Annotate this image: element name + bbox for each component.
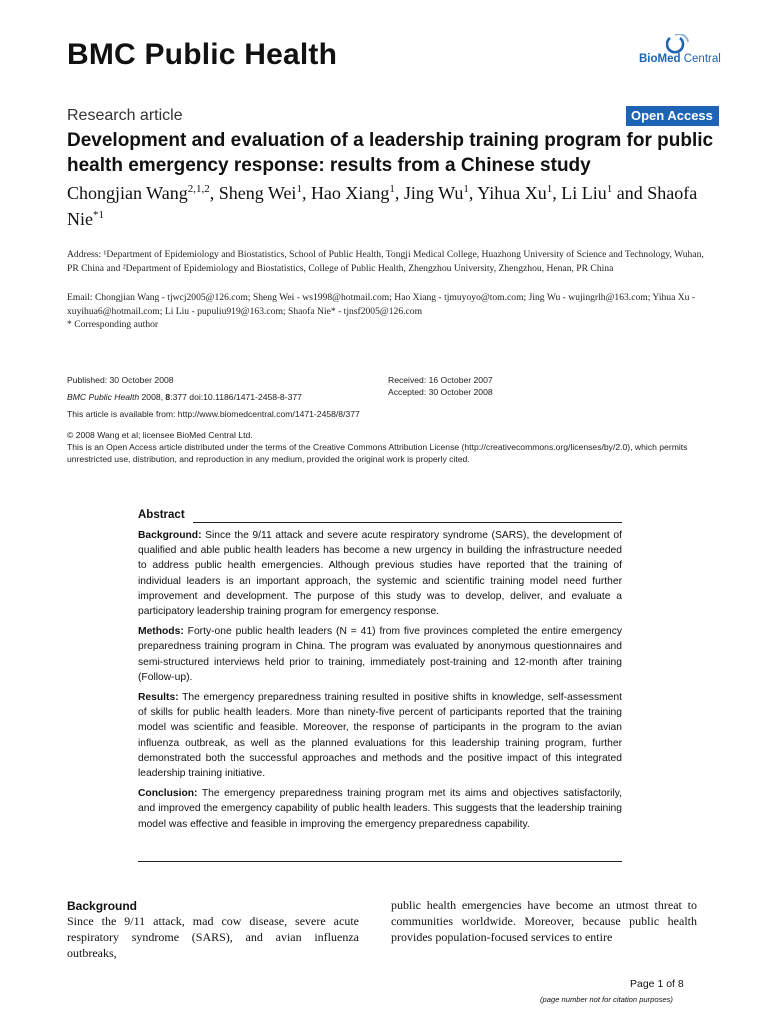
body-column-left: Since the 9/11 attack, mad cow disease, severe acute respiratory syndrome (SARS), and avian influenza outbreaks, — [67, 914, 359, 961]
open-access-badge: Open Access — [626, 106, 719, 126]
logo-wordmark: BioMed Central — [639, 53, 721, 65]
received-date: Received: 16 October 2007 — [388, 375, 493, 385]
author-affiliation-mark: 1 — [463, 183, 469, 195]
author-name: Hao Xiang — [310, 183, 390, 203]
abstract-bottom-rule — [138, 861, 622, 862]
abstract — [138, 509, 622, 832]
author-name: Jing Wu — [403, 183, 464, 203]
page-number: Page 1 of 8 — [630, 978, 684, 990]
citation: BMC Public Health 2008, 8:377 doi:10.1186/1471-2458-8-377 — [67, 392, 302, 402]
author-affiliation-mark: 1 — [606, 183, 613, 195]
author-affiliation-mark: 1 — [546, 183, 553, 195]
author-emails: Email: Chongjian Wang - tjwcj2005@126.com; Sheng Wei - ws1998@hotmail.com; Hao Xiang - tjmuyoyo@tom.com; Jing Wu - wujingrlh@163.com; Yihua Xu - xuyihua6@hotmail.com; Li Liu - pupuliu919@163.com; Shaofa Nie* - tjnsf2005@126.com — [67, 292, 696, 317]
author-name: Yihua Xu — [477, 183, 547, 203]
abstract-conclusion: Conclusion: The emergency preparedness training program met its aims and objectives satisfactorily, and improved the emergency capability of public health leaders. This suggests that the leadership training model was effective and feasible in improving the emergency preparedness capability. — [138, 788, 622, 830]
abstract-background: Background: Since the 9/11 attack and severe acute respiratory syndrome (SARS), the development of qualified and able public health leaders has become a new urgency in building the infrastructure needed to address public health emergencies. Although previous studies have reported that the training of individual leaders is an important approach, the systemic and scientific training model need further improvement and development. The purpose of this study was to develop, deliver, and evaluate a participatory leadership training program for emergency response. — [138, 530, 622, 618]
author-name: Shaofa Nie — [67, 183, 698, 229]
corresponding-author-note: * Corresponding author — [67, 319, 159, 330]
copyright-notice: © 2008 Wang et al; licensee BioMed Central Ltd. — [67, 430, 253, 440]
author-affiliation-mark: 1 — [389, 183, 395, 195]
abstract-results: Results: The emergency preparedness training resulted in positive shifts in knowledge, self-assessment of skills for public health leaders. More than ninety-five percent of participants reported that the training model was scientific and feasible. Moreover, the response of participants in the program to the avian influenza outbreak, as well as the planned evaluations for this leadership training program, further demonstrated both the successful approaches and methods and the positive impact of this integrated leadership training initiative. — [138, 692, 622, 780]
author-affiliation-mark: 2,1,2 — [187, 183, 210, 195]
section-heading-background: Background — [67, 899, 138, 913]
author-name: Sheng Wei — [218, 183, 297, 203]
author-affiliation-mark: 1 — [296, 183, 302, 195]
abstract-top-rule — [193, 522, 622, 523]
article-url[interactable]: This article is available from: http://www.biomedcentral.com/1471-2458/8/377 — [67, 409, 360, 419]
published-date: Published: 30 October 2008 — [67, 375, 174, 385]
abstract-methods: Methods: Forty-one public health leaders (N = 41) from five provinces completed the entire emergency preparedness training program in China. The program was evaluated by anonymous questionnaires and semi-structured interviews held prior to training, immediately post-training and 12-month after training (Follow-up). — [138, 626, 622, 683]
abstract-heading: Abstract — [138, 509, 185, 521]
author-list: Chongjian Wang$^{2,1,2}$, Sheng Wei$^1$, Hao Xiang$^1$, Jing Wu$^1$, Yihua Xu$^1$, Li Liu$^1$ and Shaofa Nie$^{*1}$ — [67, 183, 698, 229]
author-name: Chongjian Wang — [67, 183, 188, 203]
biomed-central-logo — [636, 34, 731, 68]
article-type: Research article — [67, 107, 183, 124]
author-name: Li Liu — [561, 183, 607, 203]
logo-arc-icon — [666, 34, 692, 54]
body-column-right: public health emergencies have become an utmost threat to communities worldwide. Moreover, because public health provides population-focused services to entire — [391, 898, 697, 945]
license-text: This is an Open Access article distributed under the terms of the Creative Commons Attribution License (http://creativecommons.org/licenses/by/2.0), which permits unrestricted use, distribution, and reproduction in any medium, provided the original work is properly cited. — [67, 442, 688, 464]
accepted-date: Accepted: 30 October 2008 — [388, 387, 493, 397]
page-number-note: (page number not for citation purposes) — [540, 995, 673, 1004]
affiliation-address: Address: ¹Department of Epidemiology and Biostatistics, School of Public Health, Tongji Medical College, Huazhong University of Science and Technology, Wuhan, PR China and ²Department of Epidemiology and Biostatistics, College of Public Health, Zhengzhou University, Zhengzhou, Henan, PR China — [67, 249, 704, 274]
journal-title: BMC Public Health — [67, 38, 338, 71]
author-affiliation-mark: *1 — [93, 209, 104, 221]
paper-title: Development and evaluation of a leadership training program for public health emergency response: results from a Chinese study — [67, 130, 714, 176]
